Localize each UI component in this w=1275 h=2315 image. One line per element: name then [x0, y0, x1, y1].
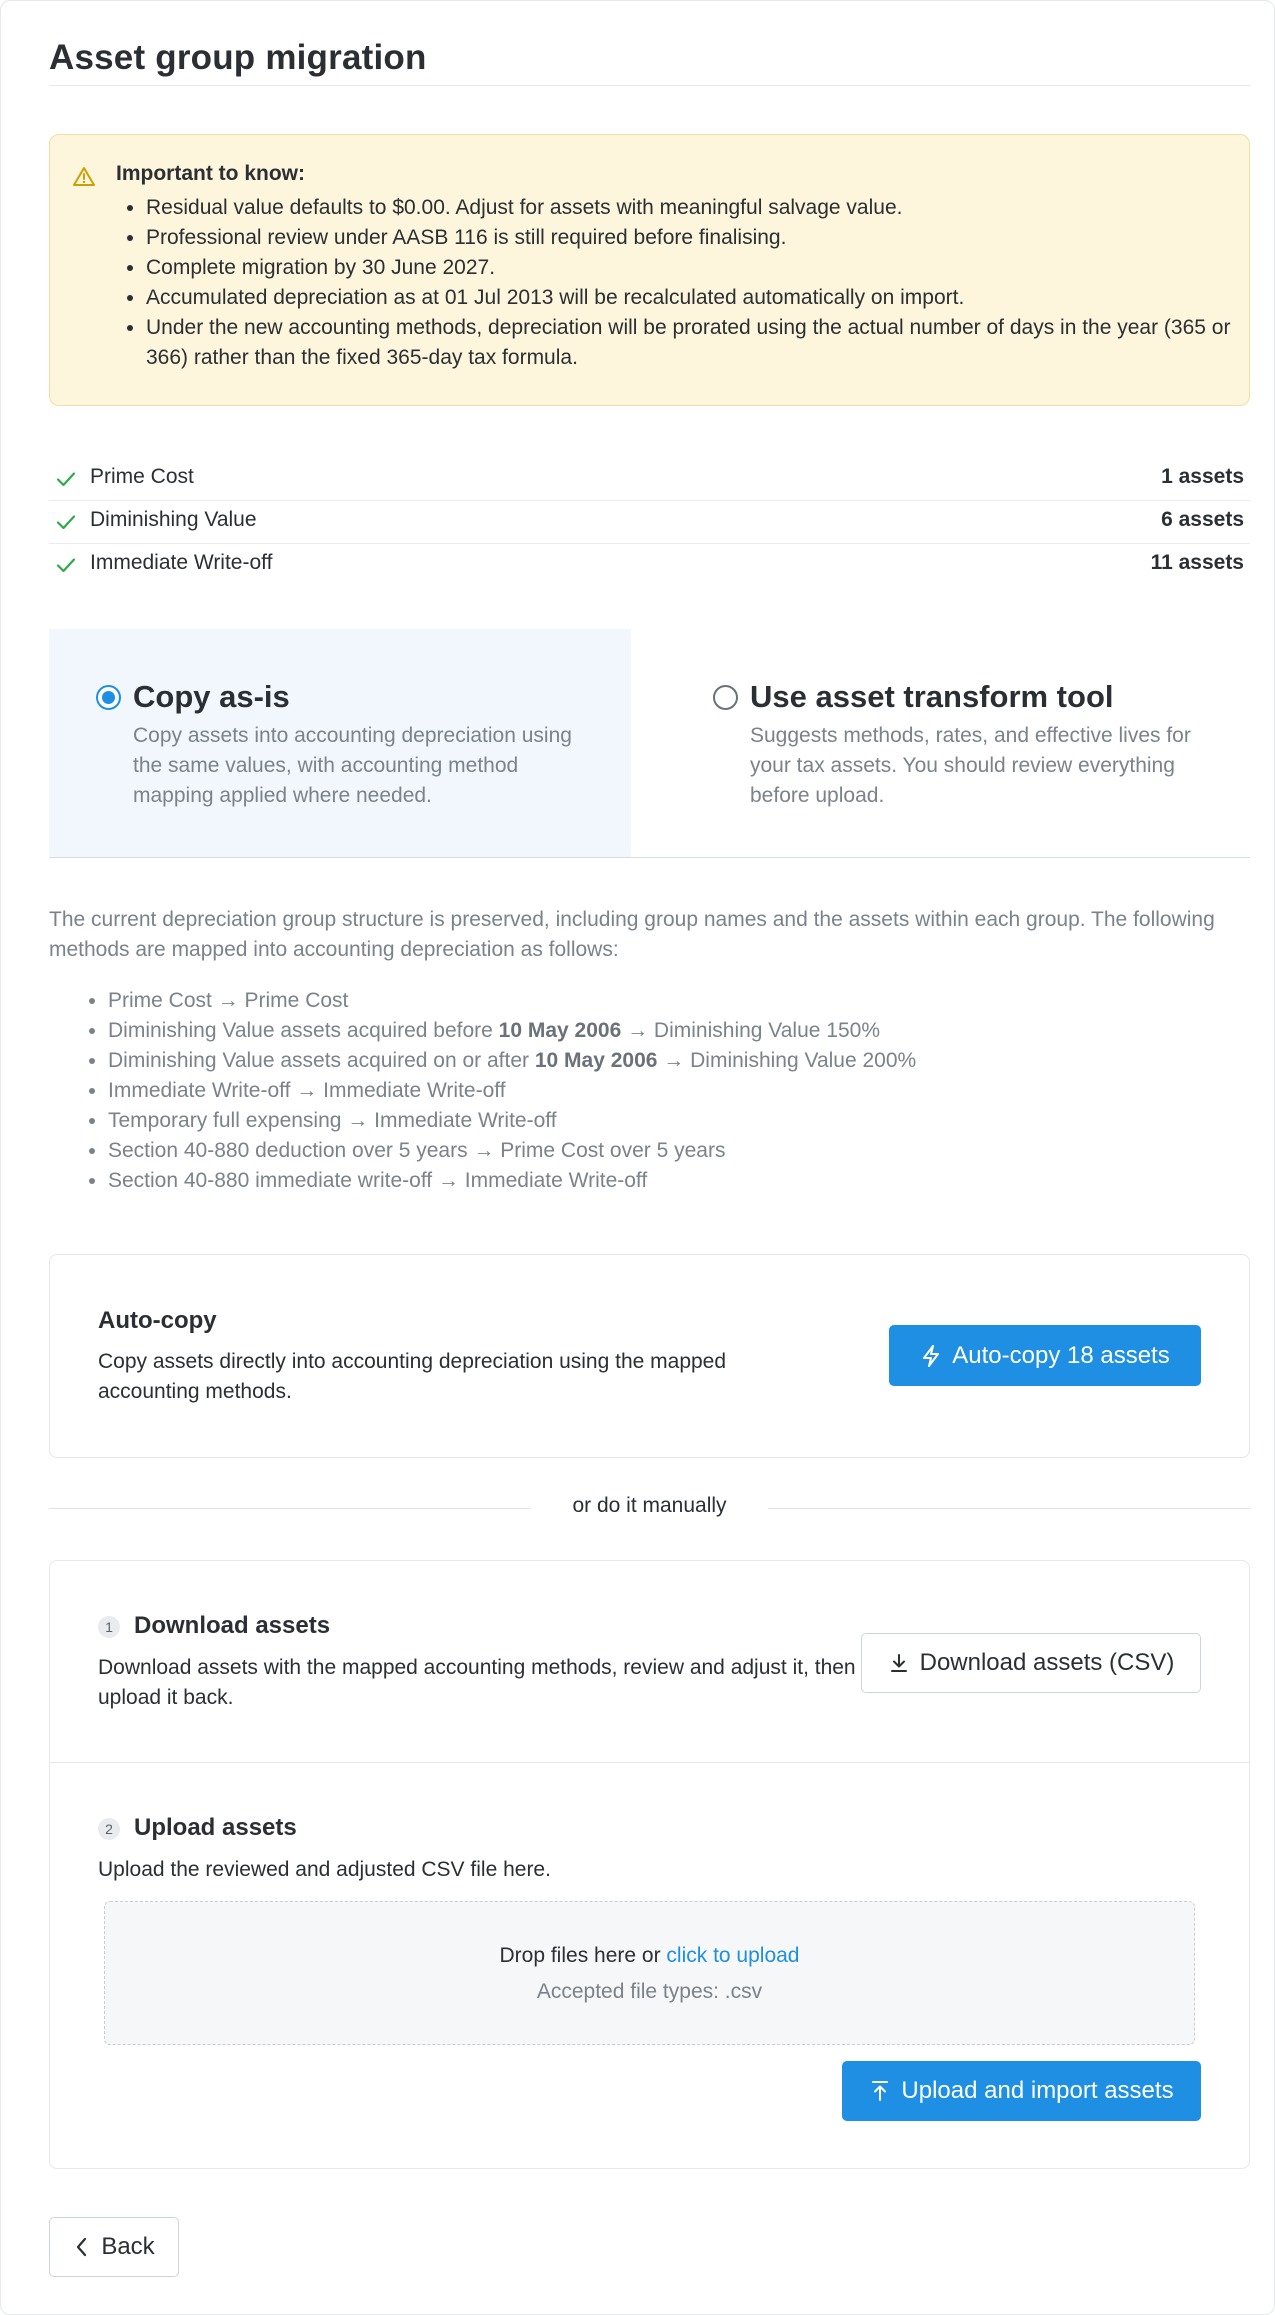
notice-title: Important to know:	[116, 162, 305, 185]
mapping-item: • Diminishing Value assets acquired on or after 10 May 2006 → Diminishing Value 200%	[108, 1046, 1208, 1076]
option-title: Copy as-is	[133, 679, 290, 714]
click-to-upload-link[interactable]: click to upload	[666, 1944, 800, 1967]
page-title: Asset group migration	[49, 38, 427, 77]
notice-item: • Residual value defaults to $0.00. Adjust for assets with meaningful salvage value.	[146, 193, 1236, 223]
method-name: Immediate Write-off	[90, 551, 273, 574]
method-row	[49, 458, 1250, 501]
mapping-intro: The current depreciation group structure is preserved, including group names and the assets within each group. The following methods are mapped into accounting depreciation as follows:	[49, 908, 1215, 961]
notice-item: • Under the new accounting methods, depreciation will be prorated using the actual number of days in the year (365 or 366) rather than the fixed 365-day tax formula.	[146, 313, 1236, 373]
auto-copy-description: Copy assets directly into accounting depreciation using the mapped accounting methods.	[98, 1350, 727, 1403]
check-icon	[55, 511, 77, 533]
auto-copy-button-label: Auto-copy 18 assets	[952, 1341, 1170, 1369]
migration-options	[49, 629, 1250, 858]
download-description: Download assets with the mapped accounting methods, review and adjust it, then upload it back.	[98, 1656, 856, 1709]
upload-description: Upload the reviewed and adjusted CSV file here.	[98, 1858, 551, 1881]
step-divider	[50, 1762, 1249, 1763]
download-title: Download assets	[134, 1612, 331, 1639]
step-number: 1	[98, 1616, 120, 1638]
method-count: 11 assets	[1150, 551, 1244, 574]
option-title: Use asset transform tool	[750, 679, 1114, 714]
warning-triangle-icon	[72, 165, 96, 189]
upload-icon	[869, 2079, 891, 2103]
method-summary	[49, 458, 1250, 587]
check-icon	[55, 554, 77, 576]
accepted-file-types: Accepted file types: .csv	[536, 1980, 763, 2003]
auto-copy-button[interactable]	[889, 1325, 1201, 1386]
manual-divider-label: or do it manually	[552, 1494, 746, 1517]
mapping-item: • Immediate Write-off → Immediate Write-off	[108, 1076, 1208, 1106]
important-notice	[49, 134, 1250, 406]
dropzone-text: Drop files here or click to upload	[499, 1944, 800, 1967]
auto-copy-card	[49, 1254, 1250, 1458]
lightning-icon	[920, 1344, 942, 1368]
download-csv-button[interactable]	[861, 1633, 1201, 1693]
mapping-item: • Section 40-880 deduction over 5 years → Prime Cost over 5 years	[108, 1136, 1208, 1166]
file-dropzone[interactable]	[104, 1901, 1195, 2045]
method-row	[49, 544, 1250, 587]
upload-title: Upload assets	[134, 1814, 297, 1841]
back-button-label: Back	[101, 2233, 155, 2260]
download-button-label: Download assets (CSV)	[919, 1649, 1175, 1676]
method-count: 6 assets	[1161, 508, 1244, 531]
notice-list	[146, 193, 1236, 373]
auto-copy-title: Auto-copy	[98, 1307, 217, 1334]
method-row	[49, 501, 1250, 544]
upload-import-button[interactable]	[842, 2061, 1201, 2121]
mapping-list	[108, 986, 1208, 1196]
transform-tool-radio[interactable]	[713, 685, 738, 710]
method-count: 1 assets	[1161, 465, 1244, 488]
notice-item: • Professional review under AASB 116 is still required before finalising.	[146, 223, 1236, 253]
option-copy-as-is[interactable]	[49, 629, 631, 857]
manual-divider	[49, 1494, 1250, 1518]
step-number: 2	[98, 1818, 120, 1840]
option-transform-tool[interactable]	[631, 629, 1250, 857]
check-icon	[55, 468, 77, 490]
copy-as-is-radio[interactable]	[96, 685, 121, 710]
download-icon	[888, 1652, 910, 1674]
manual-card	[49, 1560, 1250, 2169]
method-name: Diminishing Value	[90, 508, 257, 531]
back-button[interactable]	[49, 2217, 179, 2277]
mapping-item: • Prime Cost → Prime Cost	[108, 986, 1208, 1016]
chevron-left-icon	[73, 2236, 91, 2258]
method-name: Prime Cost	[90, 465, 194, 488]
upload-button-label: Upload and import assets	[901, 2077, 1174, 2104]
option-description: Suggests methods, rates, and effective lives for your tax assets. You should review everything before upload.	[750, 724, 1191, 807]
title-divider	[49, 85, 1250, 86]
mapping-item: • Diminishing Value assets acquired before 10 May 2006 → Diminishing Value 150%	[108, 1016, 1208, 1046]
notice-item: • Accumulated depreciation as at 01 Jul 2013 will be recalculated automatically on import.	[146, 283, 1236, 313]
mapping-item: • Temporary full expensing → Immediate Write-off	[108, 1106, 1208, 1136]
option-description: Copy assets into accounting depreciation using the same values, with accounting method mapping applied where needed.	[133, 724, 572, 807]
notice-item: • Complete migration by 30 June 2027.	[146, 253, 1236, 283]
mapping-item: • Section 40-880 immediate write-off → Immediate Write-off	[108, 1166, 1208, 1196]
